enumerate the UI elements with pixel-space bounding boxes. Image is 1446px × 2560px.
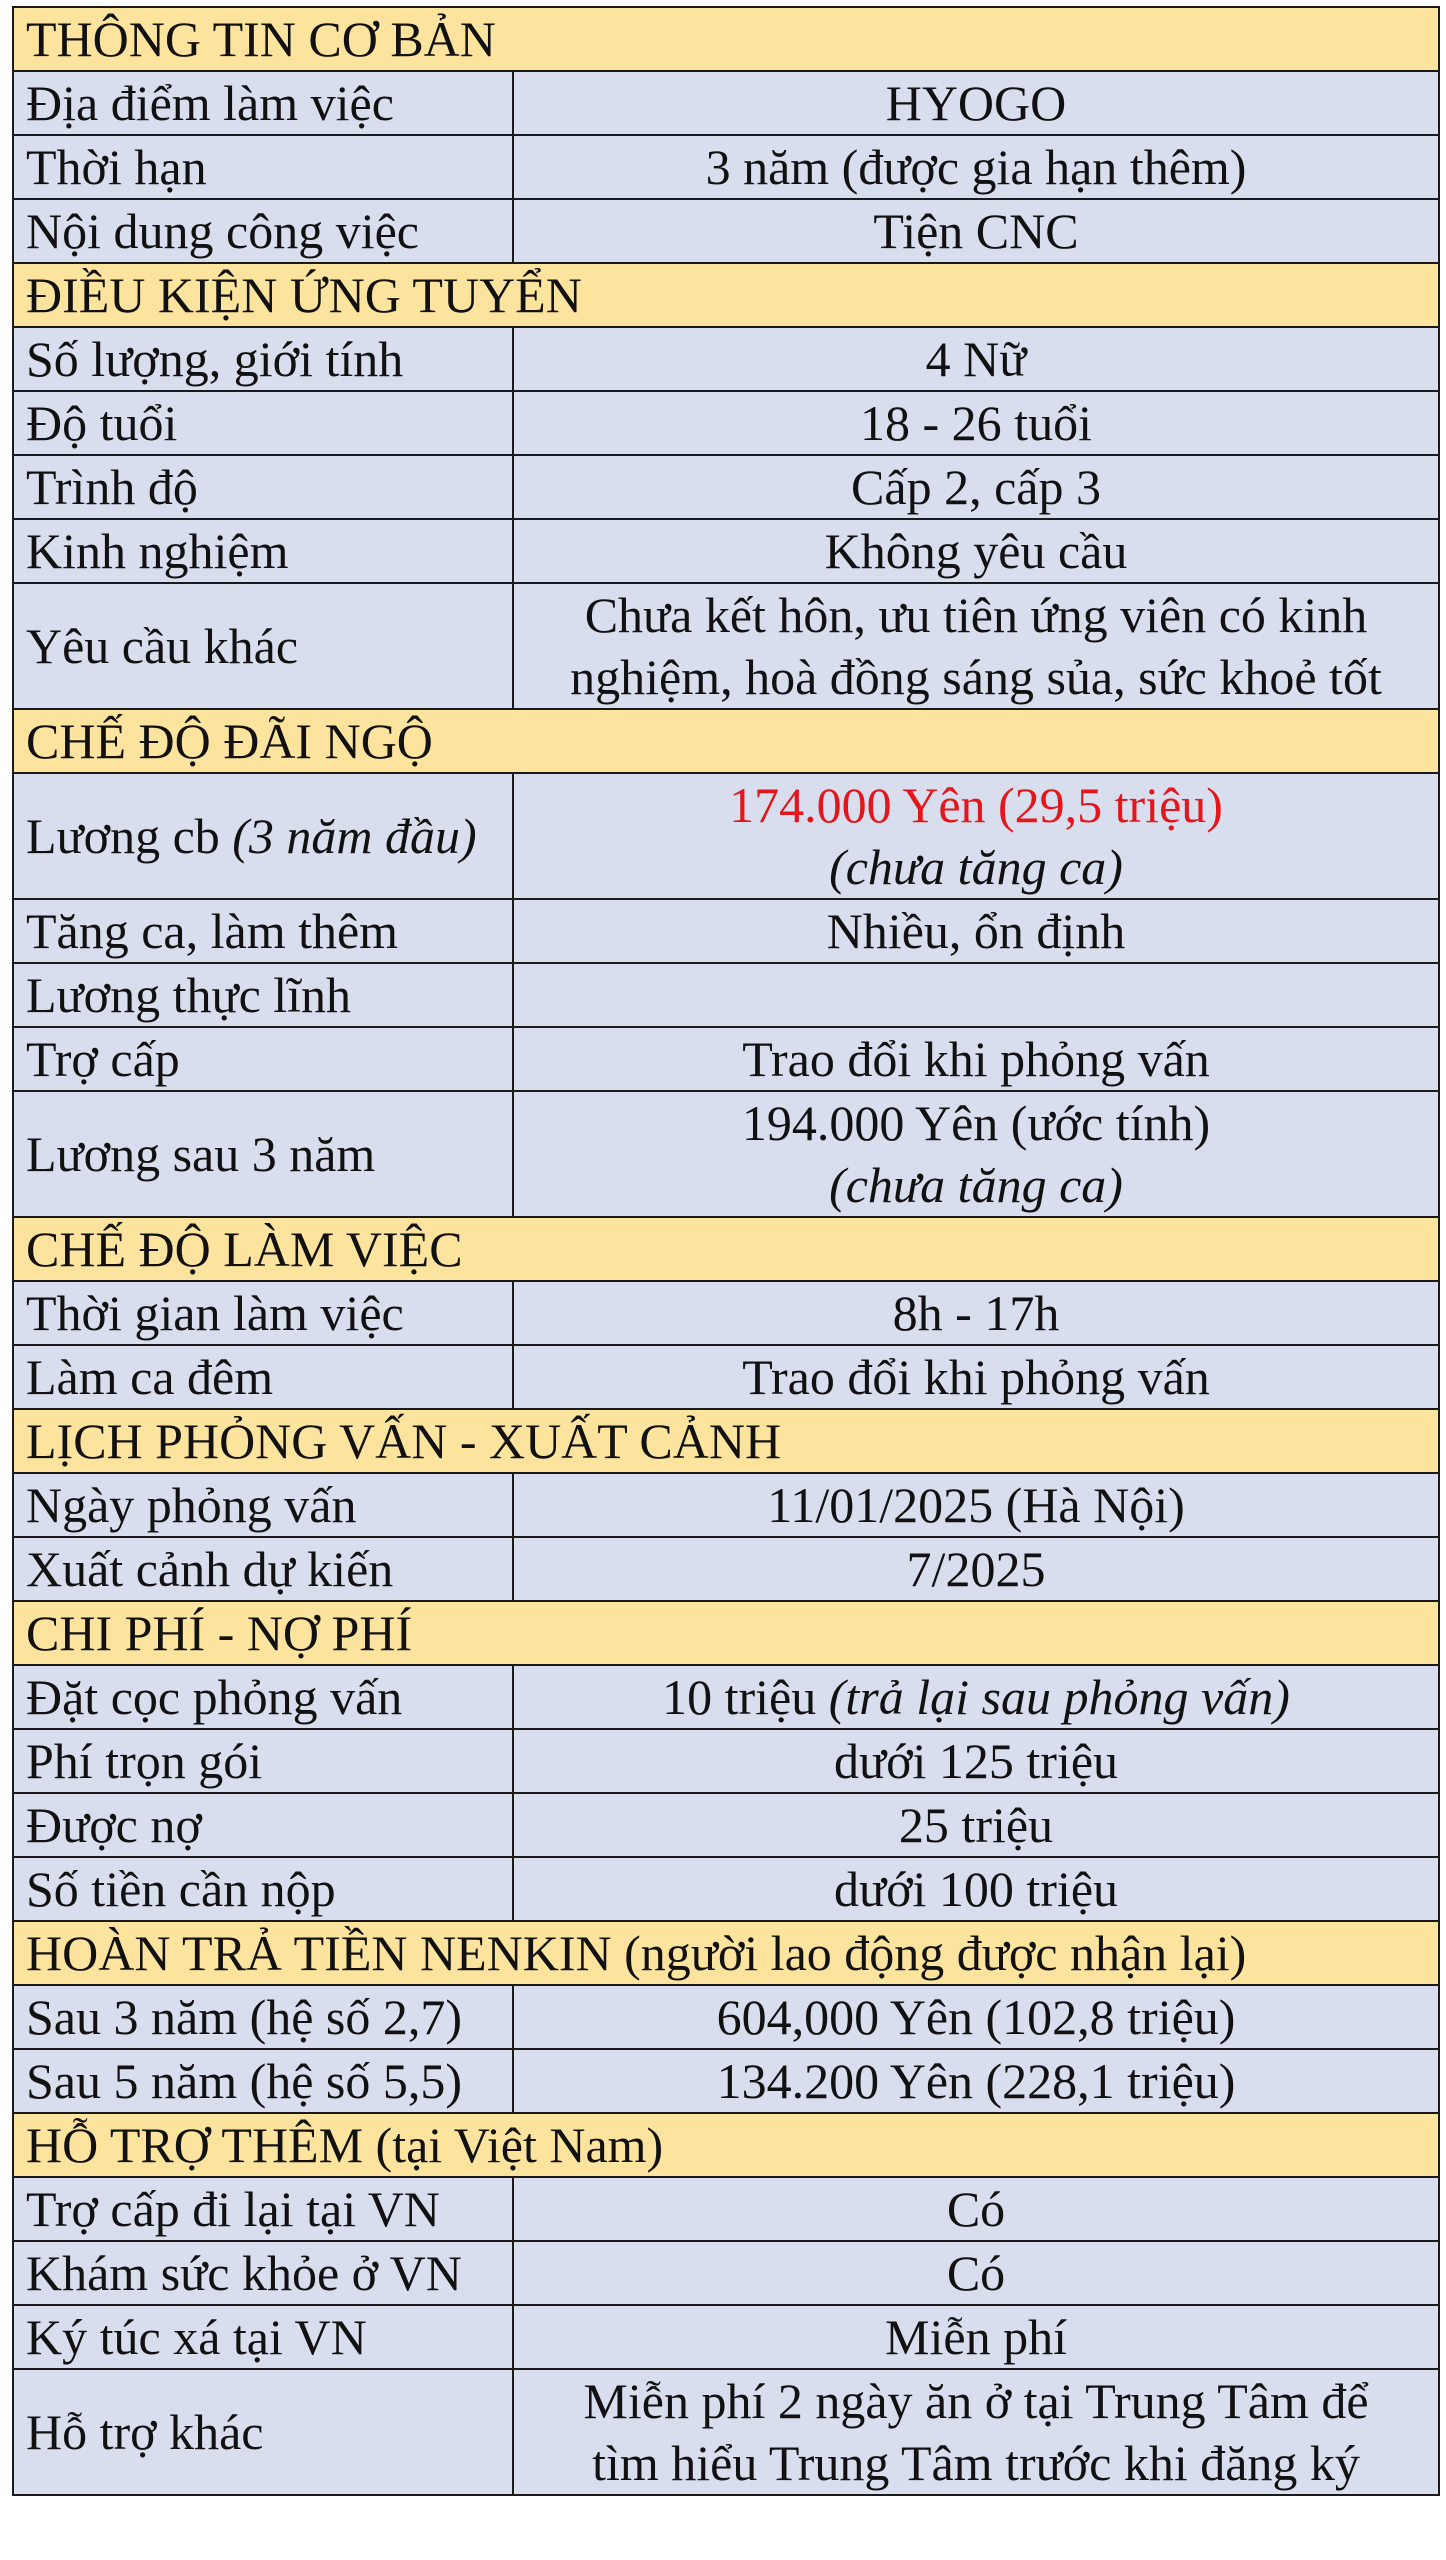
row-quantity [13,327,1439,391]
label-overtime: Tăng ca, làm thêm [13,899,513,963]
label-other-support: Hỗ trợ khác [13,2369,513,2495]
label-net-salary: Lương thực lĩnh [13,963,513,1027]
section-title-nenkin: HOÀN TRẢ TIỀN NENKIN (người lao động được nhận lại) [13,1921,1439,1985]
section-row-conditions [13,263,1439,327]
section-row-schedule [13,1409,1439,1473]
row-package-fee [13,1729,1439,1793]
row-experience [13,519,1439,583]
value-salary-after-3 [513,1091,1439,1217]
section-row-benefits [13,709,1439,773]
value-salary [513,773,1439,899]
label-term: Thời hạn [13,135,513,199]
row-dormitory [13,2305,1439,2369]
row-work-hours [13,1281,1439,1345]
value-work-hours: 8h - 17h [513,1281,1439,1345]
value-deposit [513,1665,1439,1729]
value-night-shift: Trao đổi khi phỏng vấn [513,1345,1439,1409]
value-nenkin-5-years: 134.200 Yên (228,1 triệu) [513,2049,1439,2113]
salary-amount: 174.000 Yên (29,5 triệu) [729,777,1223,833]
section-title-basic: THÔNG TIN CƠ BẢN [13,7,1439,71]
value-amount-to-pay: dưới 100 triệu [513,1857,1439,1921]
section-row-costs [13,1601,1439,1665]
value-travel-allowance: Có [513,2177,1439,2241]
salary-note: (chưa tăng ca) [829,839,1123,895]
section-title-work: CHẾ ĐỘ LÀM VIỆC [13,1217,1439,1281]
section-title-conditions: ĐIỀU KIỆN ỨNG TUYỂN [13,263,1439,327]
label-job: Nội dung công việc [13,199,513,263]
value-overtime: Nhiều, ổn định [513,899,1439,963]
label-deposit: Đặt cọc phỏng vấn [13,1665,513,1729]
row-salary [13,773,1439,899]
row-departure [13,1537,1439,1601]
value-quantity: 4 Nữ [513,327,1439,391]
value-term: 3 năm (được gia hạn thêm) [513,135,1439,199]
value-nenkin-3-years: 604,000 Yên (102,8 triệu) [513,1985,1439,2049]
label-location: Địa điểm làm việc [13,71,513,135]
section-row-basic [13,7,1439,71]
label-education: Trình độ [13,455,513,519]
value-departure: 7/2025 [513,1537,1439,1601]
value-interview-date: 11/01/2025 (Hà Nội) [513,1473,1439,1537]
job-info-table [12,6,1440,2496]
value-experience: Không yêu cầu [513,519,1439,583]
value-debt: 25 triệu [513,1793,1439,1857]
row-location [13,71,1439,135]
value-net-salary [513,963,1439,1027]
label-travel-allowance: Trợ cấp đi lại tại VN [13,2177,513,2241]
row-overtime [13,899,1439,963]
salary-after-3-note: (chưa tăng ca) [829,1157,1123,1213]
section-row-nenkin [13,1921,1439,1985]
row-term [13,135,1439,199]
row-net-salary [13,963,1439,1027]
label-experience: Kinh nghiệm [13,519,513,583]
other-requirements-line-1: Chưa kết hôn, ưu tiên ứng viên có kinh [584,587,1368,643]
row-nenkin-5-years [13,2049,1439,2113]
label-interview-date: Ngày phỏng vấn [13,1473,513,1537]
label-work-hours: Thời gian làm việc [13,1281,513,1345]
value-education: Cấp 2, cấp 3 [513,455,1439,519]
row-deposit [13,1665,1439,1729]
row-age [13,391,1439,455]
section-title-support: HỖ TRỢ THÊM (tại Việt Nam) [13,2113,1439,2177]
label-nenkin-3-years: Sau 3 năm (hệ số 2,7) [13,1985,513,2049]
row-night-shift [13,1345,1439,1409]
label-debt: Được nợ [13,1793,513,1857]
value-location: HYOGO [513,71,1439,135]
label-dormitory: Ký túc xá tại VN [13,2305,513,2369]
row-nenkin-3-years [13,1985,1439,2049]
row-health-check [13,2241,1439,2305]
row-travel-allowance [13,2177,1439,2241]
row-other-support [13,2369,1439,2495]
row-salary-after-3 [13,1091,1439,1217]
deposit-note: (trả lại sau phỏng vấn) [828,1669,1290,1725]
label-age: Độ tuổi [13,391,513,455]
section-title-schedule: LỊCH PHỎNG VẤN - XUẤT CẢNH [13,1409,1439,1473]
value-job: Tiện CNC [513,199,1439,263]
row-allowance [13,1027,1439,1091]
deposit-amount: 10 triệu [662,1669,829,1725]
row-job [13,199,1439,263]
row-interview-date [13,1473,1439,1537]
label-allowance: Trợ cấp [13,1027,513,1091]
section-row-work [13,1217,1439,1281]
label-salary-after-3: Lương sau 3 năm [13,1091,513,1217]
other-support-line-2: tìm hiểu Trung Tâm trước khi đăng ký [592,2435,1360,2491]
label-amount-to-pay: Số tiền cần nộp [13,1857,513,1921]
value-package-fee: dưới 125 triệu [513,1729,1439,1793]
row-debt [13,1793,1439,1857]
label-salary [13,773,513,899]
label-night-shift: Làm ca đêm [13,1345,513,1409]
label-health-check: Khám sức khỏe ở VN [13,2241,513,2305]
row-education [13,455,1439,519]
salary-after-3-amount: 194.000 Yên (ước tính) [741,1095,1211,1151]
label-departure: Xuất cảnh dự kiến [13,1537,513,1601]
other-support-line-1: Miễn phí 2 ngày ăn ở tại Trung Tâm để [583,2373,1369,2429]
section-title-benefits: CHẾ ĐỘ ĐÃI NGỘ [13,709,1439,773]
section-title-costs: CHI PHÍ - NỢ PHÍ [13,1601,1439,1665]
row-other-requirements [13,583,1439,709]
label-nenkin-5-years: Sau 5 năm (hệ số 5,5) [13,2049,513,2113]
value-other-support [513,2369,1439,2495]
salary-label-note: (3 năm đầu) [232,808,477,864]
section-row-support [13,2113,1439,2177]
value-allowance: Trao đổi khi phỏng vấn [513,1027,1439,1091]
row-amount-to-pay [13,1857,1439,1921]
other-requirements-line-2: nghiệm, hoà đồng sáng sủa, sức khoẻ tốt [570,649,1382,705]
value-age: 18 - 26 tuổi [513,391,1439,455]
value-health-check: Có [513,2241,1439,2305]
value-dormitory: Miễn phí [513,2305,1439,2369]
label-other-requirements: Yêu cầu khác [13,583,513,709]
value-other-requirements [513,583,1439,709]
salary-label-text: Lương cb [26,808,233,864]
label-quantity: Số lượng, giới tính [13,327,513,391]
label-package-fee: Phí trọn gói [13,1729,513,1793]
